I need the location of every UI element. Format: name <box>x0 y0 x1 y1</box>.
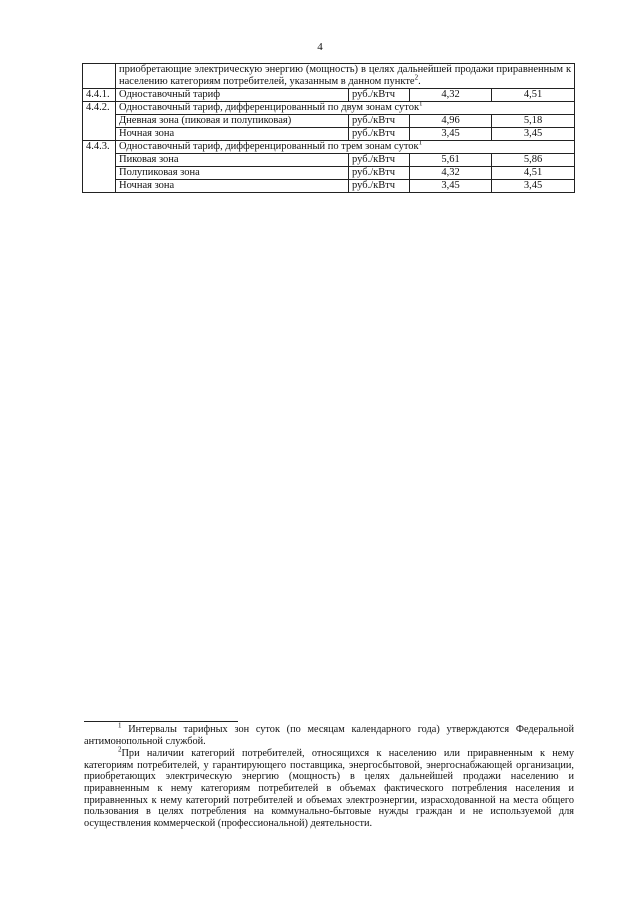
table-row <box>83 167 575 180</box>
group-header-text: Одноставочный тариф, дифференцированный по трем зонам суток <box>119 141 419 152</box>
row-value-2: 3,45 <box>492 128 575 141</box>
footnote-ref: 1 <box>418 140 423 147</box>
page-number: 4 <box>317 41 323 53</box>
row-value-1: 4,32 <box>410 167 492 180</box>
row-value-2: 3,45 <box>492 180 575 193</box>
row-number: 4.4.3. <box>83 141 116 193</box>
row-label: Пиковая зона <box>116 154 349 167</box>
footnote-ref: 1 <box>419 101 423 108</box>
row-value-2: 5,18 <box>492 115 575 128</box>
tariff-table <box>82 63 575 193</box>
group-header <box>116 102 575 115</box>
row-value-1: 5,61 <box>410 154 492 167</box>
row-label: Ночная зона <box>116 128 349 141</box>
row-value-1: 4,32 <box>410 89 492 102</box>
footnote-2 <box>84 745 574 829</box>
row-value-2: 4,51 <box>492 167 575 180</box>
row-value-1: 3,45 <box>410 128 492 141</box>
footnotes <box>84 721 575 829</box>
table-row <box>83 154 575 167</box>
footnote-ref: 2 <box>414 73 419 82</box>
row-number: 4.4.2. <box>83 102 116 141</box>
table-row <box>83 89 575 102</box>
row-value-2: 5,86 <box>492 154 575 167</box>
footnote-text: При наличии категорий потребителей, относящихся к населению или приравненным к нему категориям потребителей, у гарантирующего поставщика, энергосбытовой, энергоснабжающей организации, приобретающих электрическую энергию (мощность) в целях дальнейшей продажи населению и приравненным к нему категориям потребителей в объемах фактического потребления населения и приравненных к нему категорий потребителей и объемах электроэнергии, израсходованной на места общего пользования в целях потребления на коммунально-бытовые нужды граждан и не используемой для осуществления коммерческой (профессиональной) деятельности. <box>84 748 574 829</box>
row-number: 4.4.1. <box>83 89 116 102</box>
footnote-mark: 1 <box>118 721 122 730</box>
footnote-text: Интервалы тарифных зон суток (по месяцам календарного года) утверждаются Федеральной антимонопольной службой. <box>84 724 575 747</box>
row-value-2: 4,51 <box>492 89 575 102</box>
row-label: Ночная зона <box>116 180 349 193</box>
row-label: Полупиковая зона <box>116 167 349 180</box>
row-value-1: 4,96 <box>410 115 492 128</box>
intro-text: приобретающие электрическую энергию (мощность) в целях дальнейшей продажи приравненным к населению категориям потребителей, указанным в данном пункте <box>119 64 572 87</box>
table-row <box>83 180 575 193</box>
row-number-cell <box>83 64 116 89</box>
table-row-intro <box>83 64 575 89</box>
row-unit: руб./кВтч <box>349 180 410 193</box>
footnote-separator <box>84 721 238 722</box>
table-row-group-header <box>83 102 575 115</box>
intro-tail: . <box>418 76 421 87</box>
group-header-text: Одноставочный тариф, дифференцированный по двум зонам суток <box>119 102 420 113</box>
row-unit: руб./кВтч <box>349 89 410 102</box>
intro-text-cell <box>116 64 575 89</box>
footnote-1 <box>84 721 575 747</box>
table-row <box>83 115 575 128</box>
table-row <box>83 128 575 141</box>
footnote-mark: 2 <box>118 745 122 754</box>
table-row-group-header <box>83 141 575 154</box>
group-header <box>116 141 575 154</box>
row-label: Дневная зона (пиковая и полупиковая) <box>116 115 349 128</box>
row-label: Одноставочный тариф <box>116 89 349 102</box>
row-unit: руб./кВтч <box>349 154 410 167</box>
row-unit: руб./кВтч <box>349 115 410 128</box>
row-value-1: 3,45 <box>410 180 492 193</box>
row-unit: руб./кВтч <box>349 167 410 180</box>
row-unit: руб./кВтч <box>349 128 410 141</box>
